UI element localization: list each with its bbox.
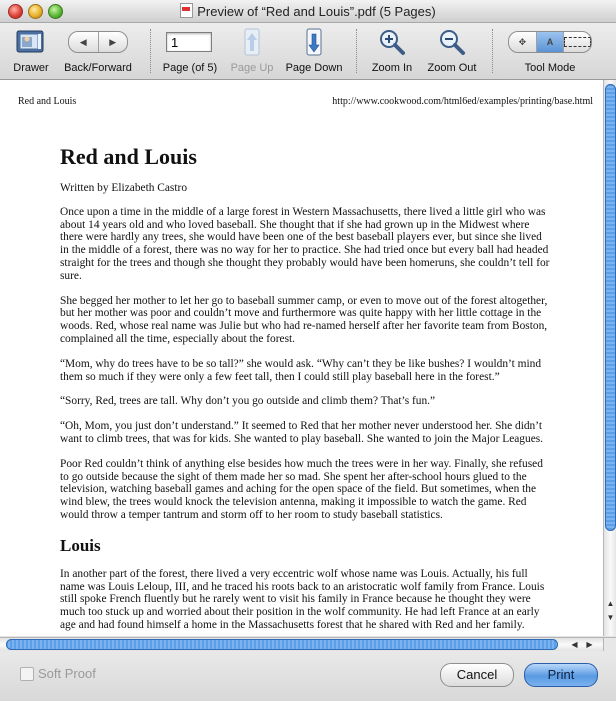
tool-mode-segmented bbox=[508, 31, 592, 53]
horizontal-scrollbar[interactable] bbox=[0, 637, 603, 651]
print-header-title: Red and Louis bbox=[18, 96, 77, 107]
paragraph: In another part of the forest, there lived a very eccentric wolf whose name was Louis. Actually, his full name was Louis Leloup, III, and he traced his roots back to an aristocratic wolf family from France. Louis still spoke French fluently but he rarely went to visit his family in France because he thought they were much too stuck up and worried about their position in the wolf community. He had left France at an early age and had found himself a home in the Massachusetts forest that he shared with Red and her family. bbox=[60, 567, 545, 631]
scroll-down-arrow-icon[interactable]: ▼ bbox=[606, 613, 615, 622]
print-button[interactable]: Print bbox=[524, 663, 598, 687]
zoom-in-tool[interactable] bbox=[366, 23, 418, 79]
paragraph: Poor Red couldn’t think of anything else besides how much the trees were in her way. Finally, she refused to go outside because the sight of them made her so mad. She spent her after-school hours glued to the television, watching baseball games and aching for the open space of the field. But sometimes, when the wind blew, the trees would knock the television antenna, making it impossible to watch the game. Red would throw a temper tantrum and storm off to her room to study baseball statistics. bbox=[60, 457, 543, 521]
page-up-tool[interactable] bbox=[226, 23, 278, 79]
toolbar-separator bbox=[356, 29, 357, 73]
toolbar-separator bbox=[492, 29, 493, 73]
select-tool-button[interactable] bbox=[563, 32, 591, 52]
vertical-scrollbar[interactable] bbox=[603, 80, 616, 636]
back-forward-label: Back/Forward bbox=[64, 62, 132, 74]
back-forward-segmented bbox=[68, 31, 128, 53]
document-view[interactable] bbox=[0, 80, 603, 636]
paragraph: “Sorry, Red, trees are tall. Why don’t you go outside and climb them? That’s fun.” bbox=[60, 395, 436, 408]
document-title: Red and Louis bbox=[60, 144, 197, 169]
page-down-icon bbox=[304, 28, 324, 56]
print-header-url: http://www.cookwood.com/html6ed/examples/printing/base.html bbox=[332, 96, 593, 107]
section-heading: Louis bbox=[60, 535, 101, 555]
page-up-label: Page Up bbox=[230, 62, 274, 74]
text-select-icon: A bbox=[546, 37, 554, 47]
window-title: Preview of “Red and Louis”.pdf (5 Pages) bbox=[197, 4, 436, 19]
paragraph: “Mom, why do trees have to be so tall?” she would ask. “Why can’t they be like bushes? I wouldn’t mind them so much if they were only a few feet tall, then I could still play baseball here in the forest.” bbox=[60, 357, 542, 383]
window-title-wrap bbox=[0, 3, 616, 19]
soft-proof-label: Soft Proof bbox=[38, 666, 96, 681]
drawer-icon bbox=[16, 29, 46, 55]
page-down-label: Page Down bbox=[285, 62, 343, 74]
print-options-bar bbox=[0, 651, 616, 701]
move-tool-button[interactable] bbox=[509, 32, 536, 52]
drawer-label: Drawer bbox=[13, 62, 49, 74]
drawer-tool[interactable] bbox=[8, 23, 54, 79]
page-down-tool[interactable] bbox=[282, 23, 346, 79]
zoom-in-label: Zoom In bbox=[371, 62, 413, 74]
toolbar-separator bbox=[150, 29, 151, 73]
paragraph: She begged her mother to let her go to baseball summer camp, or even to move out of the forest altogether, but her mother was poor and couldn’t move and furthermore was quite happy with her little cottage in the woods. Red, whose real name was Julie but who had re-named herself after her favorite team from Boston, complained all the time, especially about the forest. bbox=[60, 294, 548, 345]
zoom-out-label: Zoom Out bbox=[427, 62, 477, 74]
page-up-icon bbox=[242, 28, 262, 56]
scroll-left-arrow-icon[interactable]: ◀ bbox=[571, 640, 578, 649]
zoom-out-tool[interactable] bbox=[422, 23, 482, 79]
vertical-scroll-thumb[interactable] bbox=[605, 84, 616, 531]
forward-arrow-icon: ▶ bbox=[109, 36, 117, 47]
title-bar bbox=[0, 0, 616, 23]
page-content bbox=[60, 144, 552, 636]
cancel-button[interactable]: Cancel bbox=[440, 663, 514, 687]
back-forward-tool bbox=[60, 23, 136, 79]
page-tool bbox=[156, 23, 224, 79]
scroll-right-arrow-icon[interactable]: ▶ bbox=[586, 640, 593, 649]
resize-corner bbox=[603, 637, 616, 651]
page-label: Page (of 5) bbox=[162, 62, 218, 74]
paragraph: Once upon a time in the middle of a large forest in Western Massachusetts, there lived a little girl who was about 14 years old and who loved baseball. She thought that if she had grown up in the Midwest where there were hardly any trees, she would have been one of the best baseball players ever, but since she lived in the middle of a forest, there was no way for her to practice. She had tried once but every ball had headed straight for the trees and though she thought they probably would have been homeruns, she couldn’t tell for sure. bbox=[60, 205, 550, 282]
zoom-in-icon bbox=[378, 28, 406, 56]
pdf-document-icon bbox=[180, 3, 193, 18]
tool-mode-label: Tool Mode bbox=[524, 62, 576, 74]
scroll-up-arrow-icon[interactable]: ▲ bbox=[606, 599, 615, 608]
document-byline: Written by Elizabeth Castro bbox=[60, 182, 188, 194]
back-button[interactable] bbox=[69, 32, 98, 52]
tool-mode-tool bbox=[502, 23, 598, 79]
move-icon: ✥ bbox=[518, 36, 527, 47]
toolbar bbox=[0, 23, 616, 80]
back-arrow-icon: ◀ bbox=[79, 36, 87, 47]
text-tool-button[interactable] bbox=[536, 32, 564, 52]
marquee-select-icon bbox=[564, 37, 591, 47]
soft-proof-checkbox[interactable] bbox=[20, 667, 34, 681]
paragraph: “Oh, Mom, you just don’t understand.” It seemed to Red that her mother never understood her. She didn’t want to climb trees, that was for kids. She wanted to play baseball. She wanted to join the Major Leagues. bbox=[60, 420, 544, 445]
horizontal-scroll-thumb[interactable] bbox=[6, 639, 558, 650]
forward-button[interactable] bbox=[98, 32, 128, 52]
zoom-out-icon bbox=[438, 28, 466, 56]
